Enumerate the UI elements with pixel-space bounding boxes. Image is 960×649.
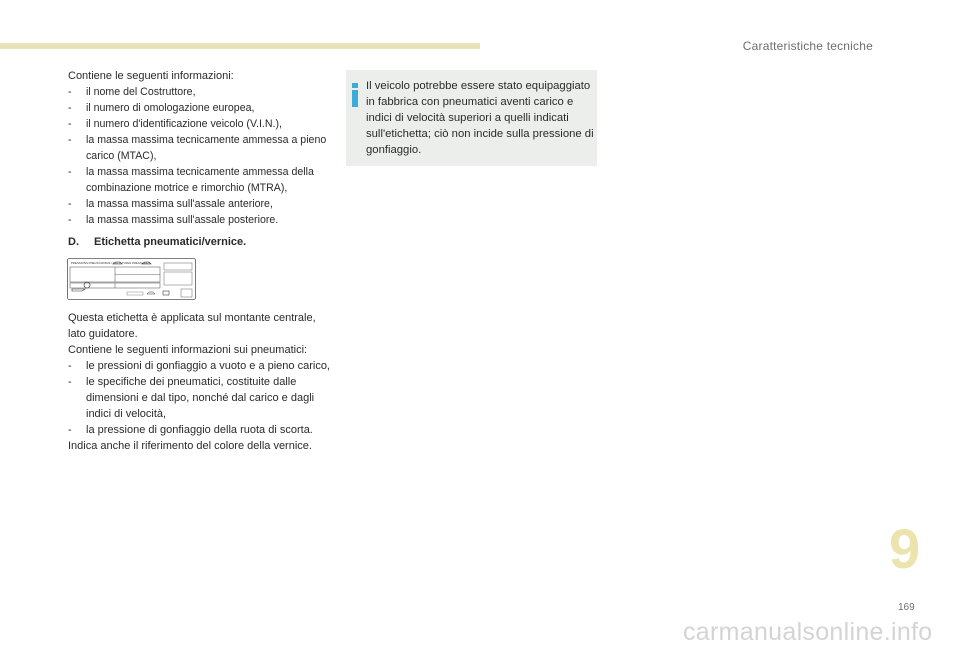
tyre-label-contents-intro: Contiene le seguenti informazioni sui pneumatici:: [68, 344, 308, 356]
top-accent-bar: [0, 43, 480, 49]
info-box-text: Il veicolo potrebbe essere stato equipaggiato in fabbrica con pneumatici aventi carico e indici di velocità superiori a quelli indicati sull'etichetta; ciò non incide sulla pressione di gonfiaggio.: [366, 80, 594, 156]
section-d-title: Etichetta pneumatici/vernice.: [94, 236, 247, 248]
tyre-label-description: [68, 310, 330, 454]
tyre-label-illustration: [67, 258, 196, 300]
page-number: 169: [898, 602, 915, 613]
list-item: - la massa massima sull'assale posteriore.: [68, 212, 330, 228]
chapter-number: 9: [889, 517, 921, 580]
info-box: [346, 70, 597, 166]
section-d-heading: [68, 236, 246, 248]
list-item: - il nome del Costruttore,: [68, 84, 330, 100]
paint-reference-note: Indica anche il riferimento del colore della vernice.: [68, 440, 312, 452]
tyre-info-list: [68, 358, 330, 438]
info-list: [68, 84, 330, 228]
tyre-label-location: Questa etichetta è applicata sul montante centrale, lato guidatore.: [68, 312, 316, 340]
manufacturer-plate-info: [68, 68, 330, 228]
intro-text: Contiene le seguenti informazioni:: [68, 70, 234, 82]
list-item: - le specifiche dei pneumatici, costituite dalle dimensioni e dal tipo, nonché dal carico e dagli indici di velocità,: [68, 374, 330, 422]
list-item: - la massa massima tecnicamente ammessa della combinazione motrice e rimorchio (MTRA),: [68, 164, 330, 196]
tyre-label-header: PRESSIONS PNEUS FROIDS / COLD TYRES PRESSURES: [71, 261, 150, 265]
section-title: Caratteristiche tecniche: [742, 39, 873, 53]
list-item: - le pressioni di gonfiaggio a vuoto e a pieno carico,: [68, 358, 330, 374]
list-item: - il numero di omologazione europea,: [68, 100, 330, 116]
watermark: carmanualsonline.info: [683, 618, 933, 646]
list-item: - la massa massima tecnicamente ammessa a pieno carico (MTAC),: [68, 132, 330, 164]
section-d-letter: D.: [68, 236, 79, 248]
list-item: - il numero d'identificazione veicolo (V.I.N.),: [68, 116, 330, 132]
list-item: - la pressione di gonfiaggio della ruota di scorta.: [68, 422, 330, 438]
list-item: - la massa massima sull'assale anteriore,: [68, 196, 330, 212]
info-icon: [352, 83, 358, 107]
